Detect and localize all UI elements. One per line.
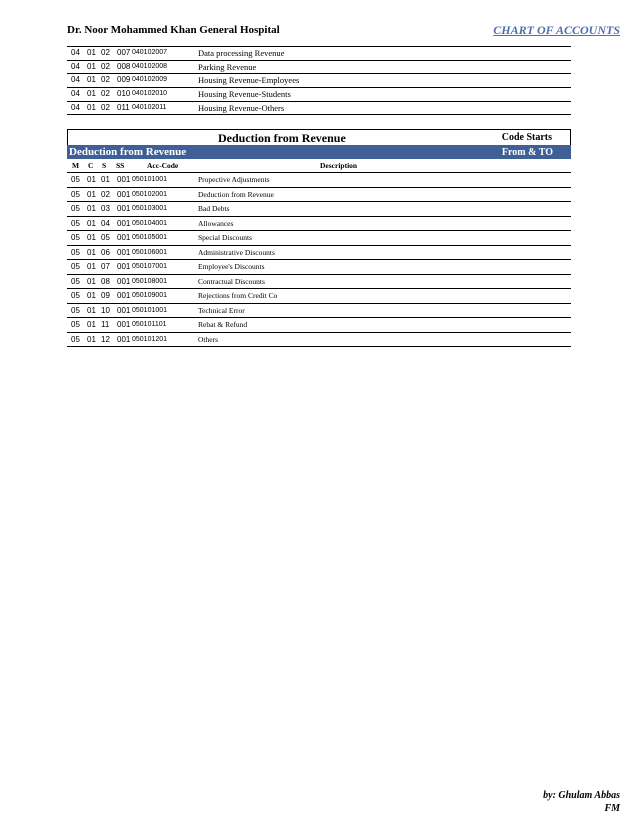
table-row [67,61,571,75]
description: Employee's Discounts [198,262,265,271]
c-code: 01 [87,48,96,57]
m-code: 04 [71,75,80,85]
table-row [67,74,571,88]
acc-code: 040102007 [132,49,168,56]
ss-code: 001 [117,233,131,242]
acc-code: 050102001 [132,190,168,198]
chart-of-accounts-title: CHART OF ACCOUNTS [493,23,620,37]
s-code: 02 [101,61,110,71]
ss-code: 001 [117,305,131,315]
acc-code: 050101001 [132,176,168,183]
acc-code: 050101001 [132,306,168,314]
m-code: 05 [71,189,80,199]
acc-code: 040102010 [132,90,168,98]
s-code: 08 [101,276,110,286]
c-code: 01 [87,233,96,242]
c-code: 01 [87,305,96,315]
m-code: 04 [71,61,80,71]
col-s: S [102,161,107,170]
col-ss: SS [116,161,125,170]
acc-code: 040102011 [132,103,167,111]
col-description: Description [320,161,358,170]
table-row [67,202,571,217]
acc-code: 050103001 [132,205,168,212]
c-code: 01 [87,247,96,257]
table-row [67,231,571,246]
m-code: 05 [71,305,80,315]
ss-code: 010 [117,89,131,99]
acc-code: 050105001 [132,234,168,241]
ss-code: 007 [117,48,131,57]
m-code: 05 [71,291,80,300]
col-acc-code: Acc-Code [147,161,179,170]
s-code: 03 [101,204,110,213]
ss-code: 001 [117,276,131,286]
acc-code: 050109001 [132,292,168,299]
description: Bad Debts [198,204,230,213]
description: Rejections from Credit Co [198,291,278,300]
s-code: 01 [101,175,110,184]
ss-code: 001 [117,291,131,300]
s-code: 02 [101,48,110,57]
acc-code: 050107001 [132,263,168,270]
m-code: 05 [71,247,80,257]
col-m: M [72,161,80,170]
ss-code: 009 [117,75,131,85]
s-code: 04 [101,218,110,228]
s-code: 02 [101,75,110,85]
table-row [67,88,571,102]
c-code: 01 [87,276,96,286]
s-code: 02 [101,102,110,112]
ss-code: 001 [117,334,131,344]
s-code: 09 [101,291,110,300]
description: Allowances [198,218,234,228]
acc-code: 050108001 [132,277,168,285]
table-row [67,275,571,290]
s-code: 02 [101,89,110,99]
acc-code: 040102008 [132,62,168,70]
ss-code: 011 [117,102,130,112]
author-name: by: Ghulam Abbas [543,790,620,801]
deduction-section [67,129,571,347]
s-code: 07 [101,262,110,271]
description: Parking Revenue [198,61,257,72]
revenue-accounts-table [67,46,571,115]
c-code: 01 [87,102,96,112]
c-code: 01 [87,218,96,228]
acc-code: 050101201 [132,335,168,343]
c-code: 01 [87,189,96,199]
c-code: 01 [87,89,96,99]
m-code: 05 [71,334,80,344]
author-role: FM [604,803,620,814]
s-code: 06 [101,247,110,257]
m-code: 05 [71,233,80,242]
table-row [67,173,571,188]
ss-code: 001 [117,247,131,257]
s-code: 12 [101,334,110,344]
section-band [67,145,571,159]
s-code: 10 [101,305,110,315]
m-code: 04 [71,102,80,112]
m-code: 05 [71,276,80,286]
description: Others [198,334,218,344]
c-code: 01 [87,320,96,329]
table-row [67,246,571,261]
c-code: 01 [87,61,96,71]
description: Deduction from Revenue [198,189,274,199]
description: Housing Revenue-Others [198,102,285,113]
table-row [67,102,571,116]
m-code: 05 [71,175,80,184]
ss-code: 001 [117,218,131,228]
table-row [67,318,571,333]
table-row [67,289,571,304]
c-code: 01 [87,291,96,300]
table-row [67,217,571,232]
table-row [67,188,571,203]
column-header-row [67,159,571,173]
m-code: 05 [71,218,80,228]
section-title-row [67,129,571,145]
acc-code: 050106001 [132,248,168,256]
ss-code: 001 [117,204,131,213]
description: Technical Error [198,305,245,315]
acc-code: 040102009 [132,76,168,84]
s-code: 11 [101,320,110,329]
from-to-label: From & TO [501,147,553,158]
ss-code: 001 [117,189,131,199]
s-code: 05 [101,233,110,242]
description: Administrative Discounts [198,247,275,257]
description: Special Discounts [198,233,252,242]
c-code: 01 [87,75,96,85]
ss-code: 001 [117,175,131,184]
m-code: 04 [71,89,80,99]
ss-code: 001 [117,262,131,271]
table-row [67,333,571,348]
m-code: 05 [71,320,80,329]
m-code: 05 [71,204,80,213]
table-row [67,304,571,319]
author-footer [543,789,620,815]
acc-code: 050101101 [132,321,167,328]
c-code: 01 [87,204,96,213]
c-code: 01 [87,175,96,184]
description: Propective Adjustments [198,175,270,184]
c-code: 01 [87,334,96,344]
table-row [67,260,571,275]
m-code: 05 [71,262,80,271]
description: Data processing Revenue [198,48,285,58]
ss-code: 008 [117,61,131,71]
s-code: 02 [101,189,110,199]
acc-code: 050104001 [132,219,168,227]
section-title: Deduction from Revenue [218,131,346,145]
ss-code: 001 [117,320,131,329]
table-row [67,47,571,61]
description: Housing Revenue-Employees [198,75,300,86]
description: Contractual Discounts [198,276,265,286]
code-starts-label: Code Starts [501,132,552,143]
hospital-name: Dr. Noor Mohammed Khan General Hospital [67,24,280,36]
description: Housing Revenue-Students [198,89,291,100]
band-title: Deduction from Revenue [69,146,187,158]
m-code: 04 [71,48,80,57]
c-code: 01 [87,262,96,271]
description: Rebat & Refund [198,320,248,329]
col-c: C [88,161,94,170]
